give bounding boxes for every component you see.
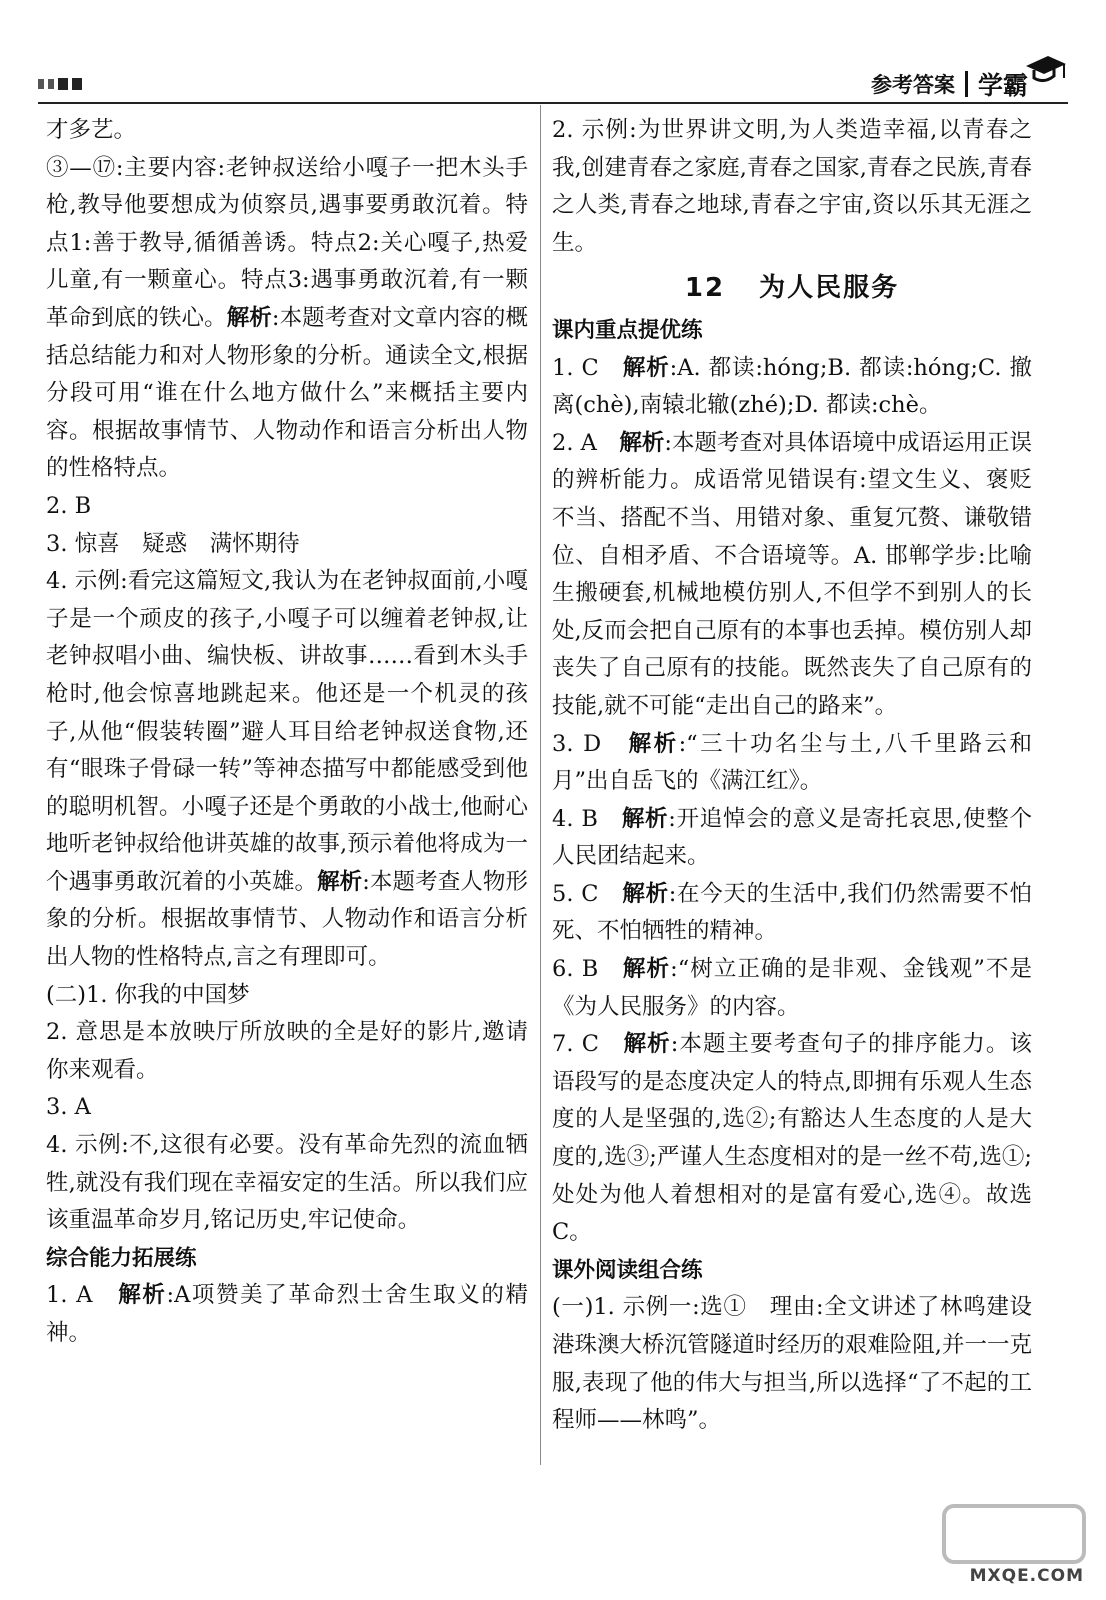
answer-text: 1. C [552, 354, 623, 381]
graduation-cap-icon [1024, 52, 1068, 88]
answer-paragraph [552, 801, 1032, 876]
answer-text: 才多艺。 [46, 117, 137, 143]
answer-paragraph [46, 526, 528, 564]
answer-text: 7. C [552, 1031, 624, 1058]
answer-text: 3. A [46, 1094, 91, 1121]
right-column [552, 112, 1032, 1440]
analysis-text: :本题考查人物形象的分析。根据故事情节、人物动作和语言分析出人物的性格特点,言之有理即可。 [46, 868, 528, 971]
analysis-text: :本题考查对具体语境中成语运用正误的辨析能力。成语常见错误有:望文生义、褒贬不当、搭配不当、用错对象、重复冗赘、谦敬错位、自相矛盾、不合语境等。A. 邯郸学步:比喻生搬硬套,机械地模仿别人,不但学不到别人的长处,反而会把自己原有的本事也丢掉。模仿别人却丧失了自己原有的技能。既然丧失了自己原有的技能,就不可能“走出自己的路来”。 [552, 429, 1032, 719]
answer-paragraph [552, 726, 1032, 801]
analysis-keyword: 解析 [622, 354, 670, 381]
answer-text: 2. 意思是本放映厅所放映的全是好的影片,邀请你来观看。 [46, 1019, 528, 1083]
header-separator [965, 71, 968, 97]
answer-paragraph [552, 350, 1032, 425]
answer-text: 2. B [46, 492, 92, 519]
analysis-text: :A项赞美了革命烈士舍生取义的精神。 [46, 1282, 528, 1346]
analysis-text: :本题主要考查句子的排序能力。该语段写的是态度决定人的特点,即拥有乐观人生态度的人是坚强的,选②;有豁达人生态度的人是大度的,选③;严谨人生态度相对的是一丝不苟,选①;处处为他人着想相对的是富有爱心,选④。故选C。 [552, 1031, 1032, 1246]
answer-paragraph [46, 563, 528, 977]
answer-text: 3. D [552, 730, 629, 757]
analysis-keyword: 解析 [622, 880, 669, 907]
analysis-keyword: 解析 [118, 1282, 167, 1309]
lesson-title [552, 270, 1032, 308]
answer-text: 4. B [552, 805, 622, 832]
analysis-keyword: 解析 [628, 730, 679, 757]
answer-paragraph [552, 876, 1032, 951]
answer-text: ③—⑰:主要内容:老钟叔送给小嘎子一把木头手枪,教导他要想成为侦察员,遇事要勇敢沉着。特点1:善于教导,循循善诱。特点2:关心嘎子,热爱儿童,有一颗童心。特点3:遇事勇敢沉着,有一颗革命到底的铁心。 [46, 154, 528, 331]
page-header [38, 58, 1068, 104]
answer-paragraph [46, 1127, 528, 1240]
analysis-text: :在今天的生活中,我们仍然需要不怕死、不怕牺牲的精神。 [552, 880, 1032, 945]
answer-text: 5. C [552, 880, 623, 907]
answer-text: 4. 示例:不,这很有必要。没有革命先烈的流血牺牲,就没有我们现在幸福安定的生活。所以我们应该重温革命岁月,铭记历史,牢记使命。 [46, 1132, 528, 1234]
answer-paragraph [46, 112, 528, 150]
lesson-title-text: 为人民服务 [759, 273, 900, 304]
analysis-text: :A. 都读:hóng;B. 都读:hóng;C. 撤离(chè),南辕北辙(zhé);D. 都读:chè。 [552, 354, 1032, 419]
analysis-text: :本题考查对文章内容的概括总结能力和对人物形象的分析。通读全文,根据分段可用“谁在什么地方做什么”来概括主要内容。根据故事情节、人物动作和语言分析出人物的性格特点。 [46, 304, 528, 482]
analysis-text: :“树立正确的是非观、金钱观”不是《为人民服务》的内容。 [552, 956, 1032, 1020]
analysis-keyword: 解析 [317, 868, 363, 895]
answer-text: (一)1. 示例一:选① 理由:全文讲述了林鸣建设港珠澳大桥沉管隧道时经历的艰难险阻,并一一克服,表现了他的伟大与担当,所以选择“了不起的工程师——林鸣”。 [552, 1294, 1032, 1434]
analysis-text: :“三十功名尘与土,八千里路云和月”出自岳飞的《满江红》。 [552, 730, 1032, 795]
column-divider [540, 105, 541, 1465]
answer-paragraph [552, 112, 1032, 262]
analysis-keyword: 解析 [623, 1031, 671, 1058]
reference-label: 参考答案 [870, 73, 955, 97]
lesson-number: 12 [684, 273, 726, 304]
corner-marks [38, 78, 82, 90]
answer-text: 4. 示例:看完这篇短文,我认为在老钟叔面前,小嘎子是一个顽皮的孩子,小嘎子可以缠着老钟叔,让老钟叔唱小曲、编快板、讲故事……看到木头手枪时,他会惊喜地跳起来。他还是一个机灵的孩子,从他“假装转圈”避人耳目给老钟叔送食物,还有“眼珠子骨碌一转”等神态描写中都能感受到他的聪明机智。小嘎子还是个勇敢的小战士,他耐心地听老钟叔给他讲英雄的故事,预示着他将成为一个遇事勇敢沉着的小英雄。 [46, 568, 528, 895]
header-right [871, 66, 1028, 102]
analysis-keyword: 解析 [226, 304, 272, 331]
answer-paragraph [552, 951, 1032, 1026]
answer-text: (二)1. 你我的中国梦 [46, 981, 250, 1008]
answer-paragraph [46, 1089, 528, 1127]
left-column [46, 112, 528, 1353]
answer-paragraph [552, 1289, 1032, 1439]
answer-paragraph [46, 488, 528, 526]
answer-text: 2. 示例:为世界讲文明,为人类造幸福,以青春之我,创建青春之家庭,青春之国家,青春之民族,青春之人类,青春之地球,青春之宇宙,资以乐其无涯之生。 [552, 117, 1032, 256]
answer-text: 6. B [552, 956, 623, 983]
analysis-keyword: 解析 [621, 805, 669, 832]
answer-paragraph [46, 1277, 528, 1352]
answer-text: 3. 惊喜 疑惑 满怀期待 [46, 530, 300, 557]
answer-paragraph [552, 425, 1032, 726]
header-rule [38, 102, 1068, 104]
answer-text: 2. A [552, 429, 620, 456]
watermark-site: MXQE.COM [969, 1566, 1084, 1586]
analysis-keyword: 解析 [619, 429, 665, 456]
answer-paragraph [552, 1026, 1032, 1252]
analysis-keyword: 解析 [622, 956, 671, 983]
brand-name: 学霸 [977, 71, 1028, 100]
answer-paragraph [46, 1014, 528, 1089]
answer-text: 1. A [46, 1282, 119, 1309]
answer-paragraph [46, 150, 528, 488]
answer-paragraph [46, 977, 528, 1015]
analysis-text: :开追悼会的意义是寄托哀思,使整个人民团结起来。 [552, 805, 1032, 870]
section-heading: 课外阅读组合练 [552, 1257, 703, 1283]
section-heading: 综合能力拓展练 [46, 1245, 197, 1271]
section-heading: 课内重点提优练 [552, 317, 703, 343]
